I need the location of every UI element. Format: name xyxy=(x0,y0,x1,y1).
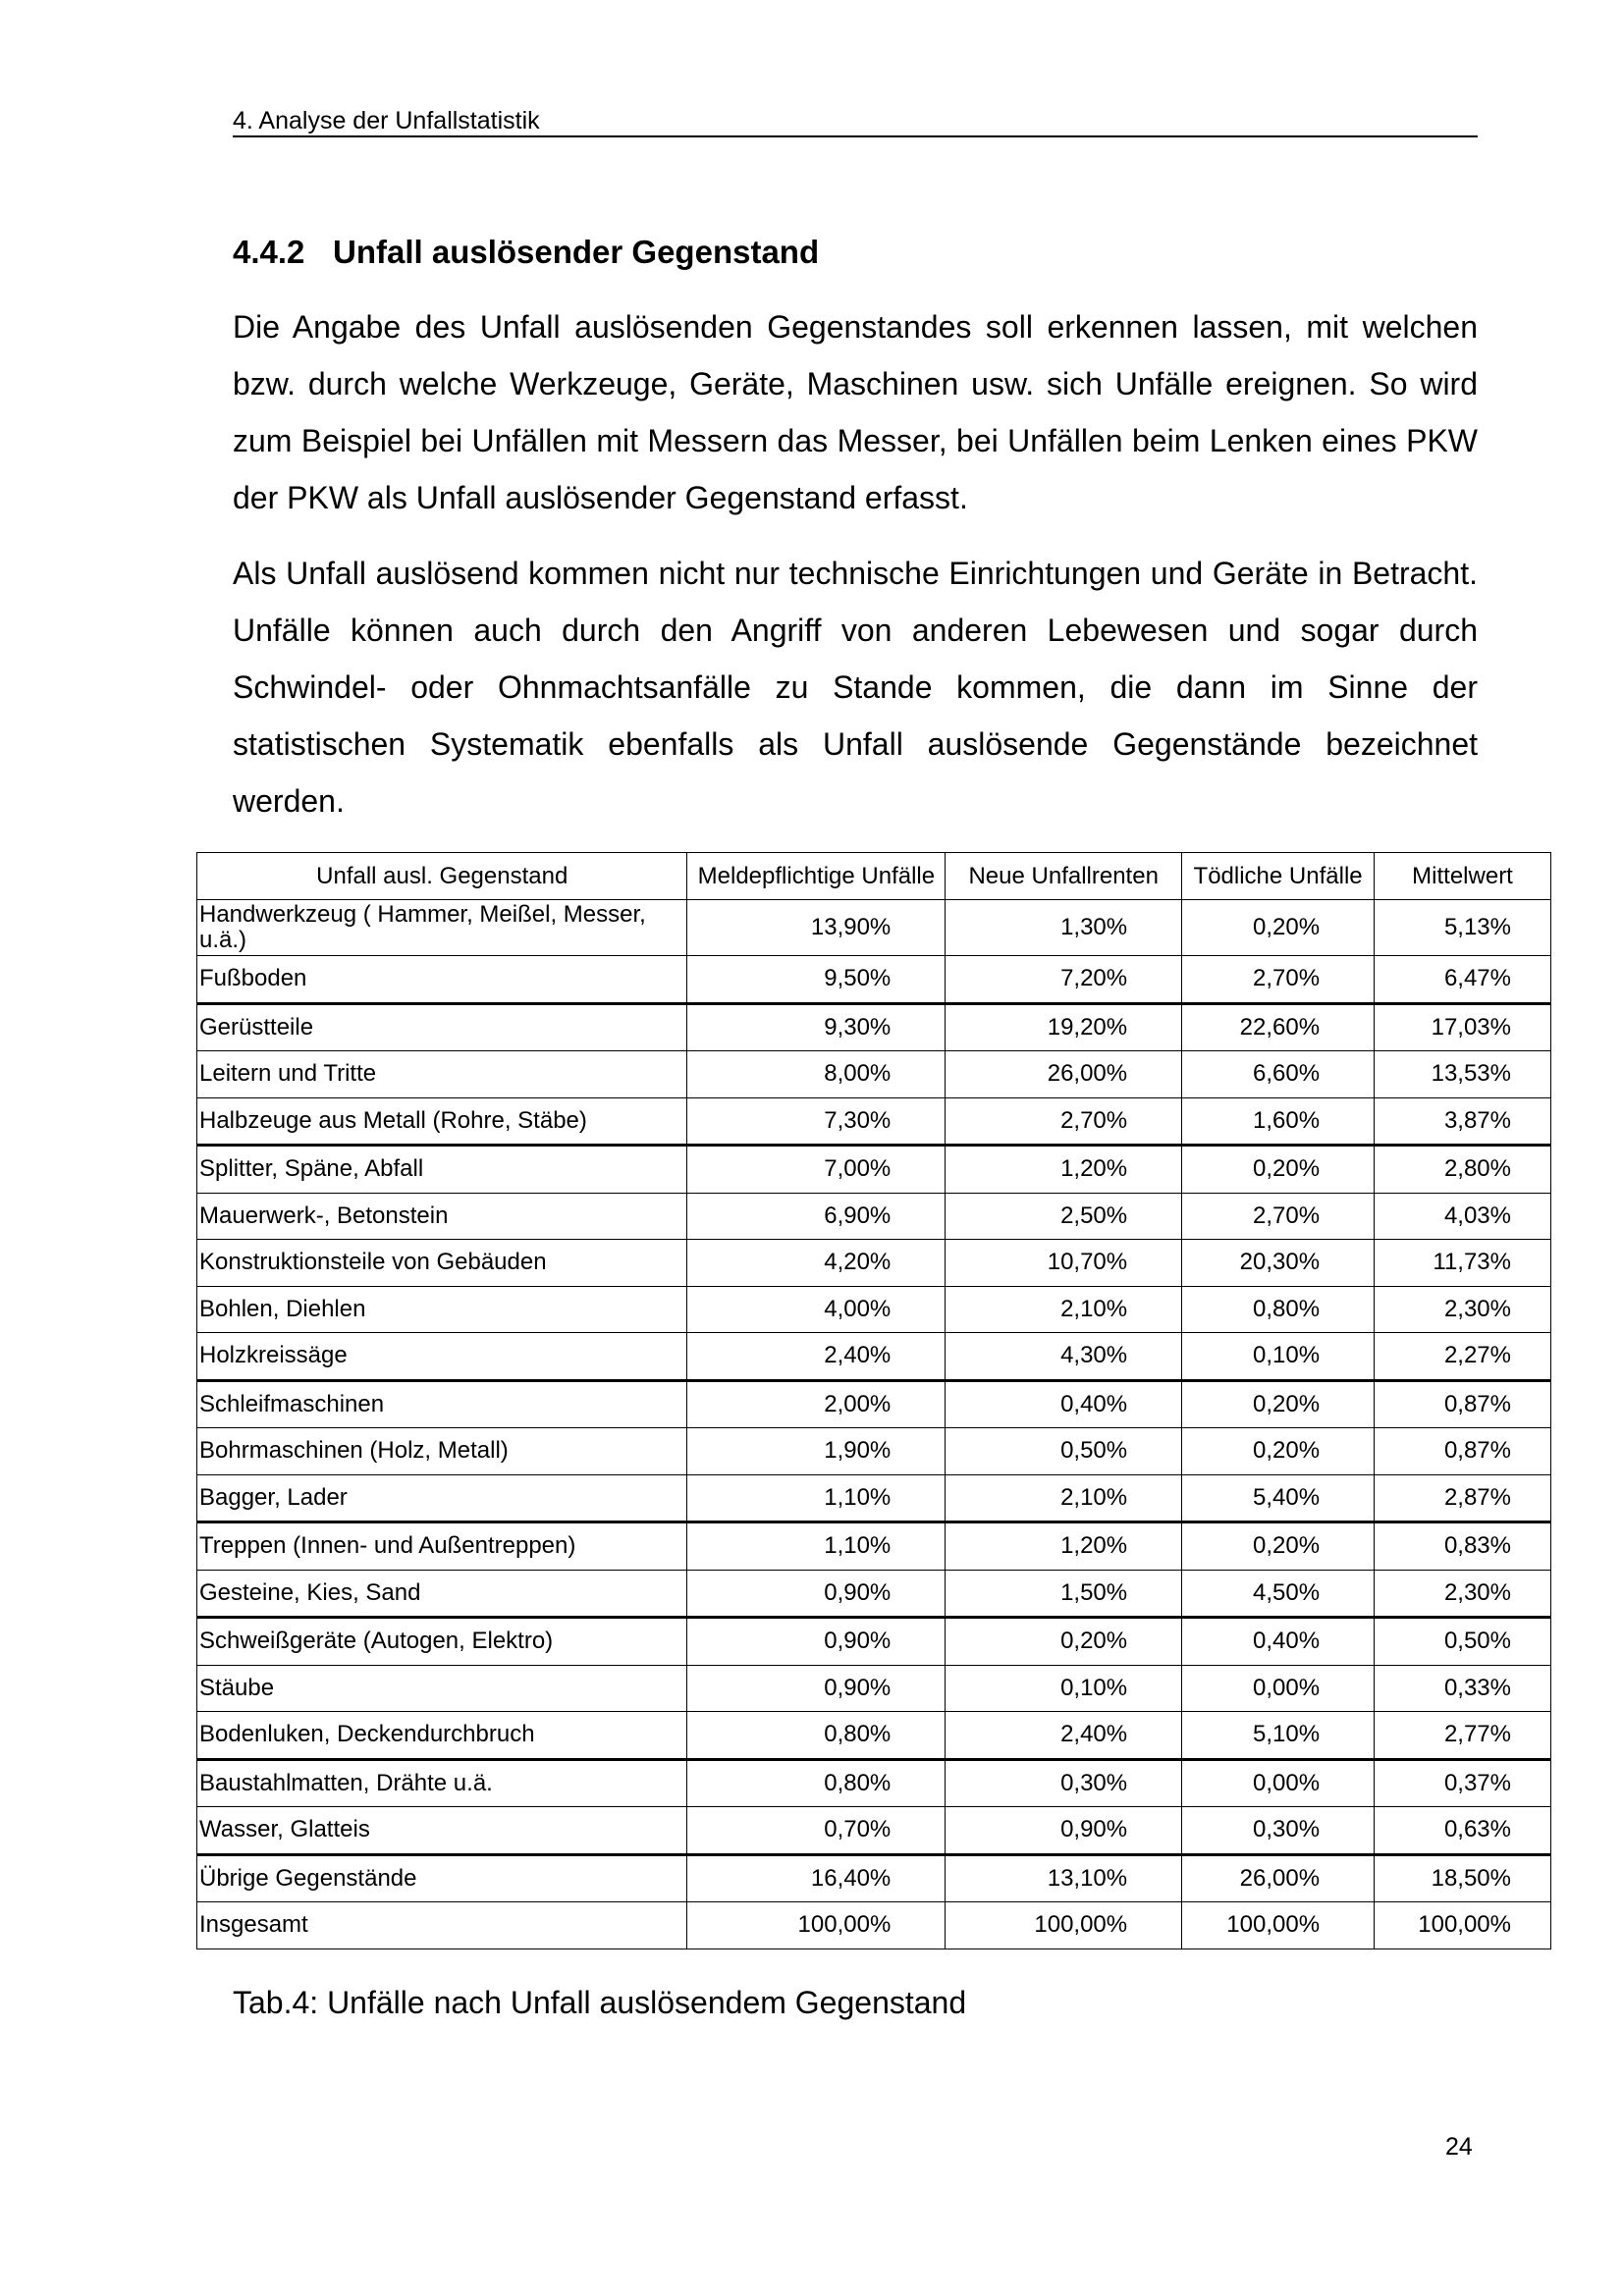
cell-percent: 1,60% xyxy=(1182,1097,1375,1146)
cell-percent: 2,10% xyxy=(946,1286,1182,1333)
cell-percent: 20,30% xyxy=(1182,1240,1375,1287)
cell-percent: 100,00% xyxy=(687,1902,946,1949)
cell-object: Leitern und Tritte xyxy=(197,1051,687,1098)
cell-object: Bagger, Lader xyxy=(197,1474,687,1522)
table-header-row xyxy=(197,853,1551,900)
cell-percent: 0,50% xyxy=(946,1428,1182,1475)
section-number: 4.4.2 xyxy=(233,234,305,270)
paragraph-1: Die Angabe des Unfall auslösenden Gegenstandes soll erkennen lassen, mit welchen bzw. durch welche Werkzeuge, Geräte, Maschinen usw. sich Unfälle ereignen. So wird zum Beispiel bei Unfällen mit Messern das Messer, bei Unfällen beim Lenken eines PKW der PKW als Unfall auslösender Gegenstand erfasst. xyxy=(233,309,1478,515)
cell-percent: 1,50% xyxy=(946,1570,1182,1618)
cell-percent: 2,40% xyxy=(946,1712,1182,1760)
cell-percent: 4,00% xyxy=(687,1286,946,1333)
cell-percent: 16,40% xyxy=(687,1854,946,1902)
table-row xyxy=(197,1146,1551,1194)
table-row xyxy=(197,1712,1551,1760)
cell-percent: 3,87% xyxy=(1375,1097,1551,1146)
cell-percent: 6,60% xyxy=(1182,1051,1375,1098)
cell-percent: 2,80% xyxy=(1375,1146,1551,1194)
cell-percent: 2,00% xyxy=(687,1380,946,1428)
cell-percent: 10,70% xyxy=(946,1240,1182,1287)
section-heading xyxy=(233,233,819,272)
cell-percent: 4,50% xyxy=(1182,1570,1375,1618)
cell-percent: 0,87% xyxy=(1375,1380,1551,1428)
cell-object: Insgesamt xyxy=(197,1902,687,1949)
column-header-reportable: Meldepflichtige Unfälle xyxy=(687,853,946,900)
cell-percent: 0,20% xyxy=(1182,1380,1375,1428)
cell-percent: 0,33% xyxy=(1375,1665,1551,1712)
cell-percent: 100,00% xyxy=(1375,1902,1551,1949)
cell-percent: 0,70% xyxy=(687,1807,946,1855)
cell-percent: 13,90% xyxy=(687,900,946,956)
cell-percent: 13,53% xyxy=(1375,1051,1551,1098)
cell-object: Wasser, Glatteis xyxy=(197,1807,687,1855)
cell-percent: 0,90% xyxy=(946,1807,1182,1855)
cell-percent: 4,03% xyxy=(1375,1193,1551,1240)
cell-percent: 0,90% xyxy=(687,1665,946,1712)
cell-percent: 0,00% xyxy=(1182,1665,1375,1712)
cell-percent: 0,20% xyxy=(1182,900,1375,956)
cell-percent: 13,10% xyxy=(946,1854,1182,1902)
section-title: Unfall auslösender Gegenstand xyxy=(333,234,820,270)
cell-object: Bohrmaschinen (Holz, Metall) xyxy=(197,1428,687,1475)
cell-object: Konstruktionsteile von Gebäuden xyxy=(197,1240,687,1287)
cell-percent: 2,30% xyxy=(1375,1286,1551,1333)
table-row xyxy=(197,1618,1551,1666)
table-row xyxy=(197,1380,1551,1428)
cell-percent: 7,00% xyxy=(687,1146,946,1194)
cell-percent: 26,00% xyxy=(1182,1854,1375,1902)
cell-object: Schweißgeräte (Autogen, Elektro) xyxy=(197,1618,687,1666)
cell-percent: 4,30% xyxy=(946,1333,1182,1381)
cell-object: Fußboden xyxy=(197,956,687,1004)
cell-percent: 1,90% xyxy=(687,1428,946,1475)
cell-percent: 2,77% xyxy=(1375,1712,1551,1760)
table-row xyxy=(197,1665,1551,1712)
cell-percent: 0,83% xyxy=(1375,1522,1551,1571)
cell-percent: 0,10% xyxy=(946,1665,1182,1712)
cell-percent: 2,70% xyxy=(1182,956,1375,1004)
cell-object: Baustahlmatten, Drähte u.ä. xyxy=(197,1759,687,1807)
cell-percent: 0,37% xyxy=(1375,1759,1551,1807)
cell-percent: 8,00% xyxy=(687,1051,946,1098)
cell-object: Mauerwerk-, Betonstein xyxy=(197,1193,687,1240)
cell-percent: 7,30% xyxy=(687,1097,946,1146)
table-row xyxy=(197,1286,1551,1333)
cell-object: Schleifmaschinen xyxy=(197,1380,687,1428)
running-header: 4. Analyse der Unfallstatistik xyxy=(233,106,1478,137)
cell-percent: 1,30% xyxy=(946,900,1182,956)
table-row xyxy=(197,1570,1551,1618)
cell-percent: 5,13% xyxy=(1375,900,1551,956)
cell-object: Bodenluken, Deckendurchbruch xyxy=(197,1712,687,1760)
cell-percent: 9,50% xyxy=(687,956,946,1004)
cell-percent: 0,87% xyxy=(1375,1428,1551,1475)
cell-percent: 0,50% xyxy=(1375,1618,1551,1666)
cell-object: Halbzeuge aus Metall (Rohre, Stäbe) xyxy=(197,1097,687,1146)
table-row xyxy=(197,1474,1551,1522)
table-row xyxy=(197,1051,1551,1098)
cell-percent: 22,60% xyxy=(1182,1003,1375,1051)
cell-percent: 1,20% xyxy=(946,1146,1182,1194)
cell-percent: 0,20% xyxy=(1182,1146,1375,1194)
cell-percent: 18,50% xyxy=(1375,1854,1551,1902)
cell-percent: 0,80% xyxy=(687,1712,946,1760)
cell-percent: 2,40% xyxy=(687,1333,946,1381)
cell-percent: 0,20% xyxy=(1182,1522,1375,1571)
cell-percent: 100,00% xyxy=(946,1902,1182,1949)
cell-percent: 11,73% xyxy=(1375,1240,1551,1287)
column-header-object: Unfall ausl. Gegenstand xyxy=(197,853,687,900)
cell-percent: 1,10% xyxy=(687,1522,946,1571)
cell-percent: 9,30% xyxy=(687,1003,946,1051)
column-header-mean: Mittelwert xyxy=(1375,853,1551,900)
table-row xyxy=(197,1522,1551,1571)
cell-percent: 0,00% xyxy=(1182,1759,1375,1807)
cell-percent: 5,40% xyxy=(1182,1474,1375,1522)
cell-object: Treppen (Innen- und Außentreppen) xyxy=(197,1522,687,1571)
cell-object: Gerüstteile xyxy=(197,1003,687,1051)
cell-object: Handwerkzeug ( Hammer, Meißel, Messer, u.ä.) xyxy=(197,900,687,956)
cell-percent: 6,47% xyxy=(1375,956,1551,1004)
cell-percent: 2,70% xyxy=(1182,1193,1375,1240)
cell-percent: 5,10% xyxy=(1182,1712,1375,1760)
page-number: 24 xyxy=(1445,2133,1473,2161)
cell-percent: 2,50% xyxy=(946,1193,1182,1240)
table-row xyxy=(197,1193,1551,1240)
cell-percent: 0,63% xyxy=(1375,1807,1551,1855)
table-row xyxy=(197,1854,1551,1902)
cell-percent: 0,90% xyxy=(687,1618,946,1666)
cell-percent: 0,80% xyxy=(1182,1286,1375,1333)
cell-percent: 0,30% xyxy=(1182,1807,1375,1855)
cell-percent: 0,30% xyxy=(946,1759,1182,1807)
cell-percent: 0,90% xyxy=(687,1570,946,1618)
cell-percent: 26,00% xyxy=(946,1051,1182,1098)
table-row xyxy=(197,1807,1551,1855)
accident-objects-table xyxy=(196,852,1551,1949)
cell-percent: 0,40% xyxy=(946,1380,1182,1428)
cell-percent: 7,20% xyxy=(946,956,1182,1004)
cell-percent: 0,10% xyxy=(1182,1333,1375,1381)
cell-percent: 1,20% xyxy=(946,1522,1182,1571)
table-row xyxy=(197,1003,1551,1051)
cell-percent: 0,80% xyxy=(687,1759,946,1807)
table-caption: Tab.4: Unfälle nach Unfall auslösendem Gegenstand xyxy=(233,1985,967,2020)
paragraph-2: Als Unfall auslösend kommen nicht nur technische Einrichtungen und Geräte in Betracht. Unfälle können auch durch den Angriff von anderen Lebewesen und sogar durch Schwindel- oder Ohnmachtsanfälle zu Stande kommen, die dann im Sinne der statistischen Systematik ebenfalls als Unfall auslösende Gegenstände bezeichnet werden. xyxy=(233,556,1478,819)
cell-percent: 100,00% xyxy=(1182,1902,1375,1949)
cell-percent: 0,40% xyxy=(1182,1618,1375,1666)
cell-percent: 2,27% xyxy=(1375,1333,1551,1381)
cell-percent: 2,87% xyxy=(1375,1474,1551,1522)
table-row xyxy=(197,956,1551,1004)
cell-object: Bohlen, Diehlen xyxy=(197,1286,687,1333)
column-header-pensions: Neue Unfallrenten xyxy=(946,853,1182,900)
cell-object: Gesteine, Kies, Sand xyxy=(197,1570,687,1618)
cell-object: Übrige Gegenstände xyxy=(197,1854,687,1902)
table-row xyxy=(197,1428,1551,1475)
cell-object: Stäube xyxy=(197,1665,687,1712)
cell-object: Holzkreissäge xyxy=(197,1333,687,1381)
table-row xyxy=(197,1097,1551,1146)
cell-percent: 2,30% xyxy=(1375,1570,1551,1618)
cell-percent: 2,70% xyxy=(946,1097,1182,1146)
table-row xyxy=(197,1902,1551,1949)
table-row xyxy=(197,1240,1551,1287)
cell-percent: 6,90% xyxy=(687,1193,946,1240)
cell-percent: 0,20% xyxy=(946,1618,1182,1666)
table-row xyxy=(197,900,1551,956)
table-row xyxy=(197,1333,1551,1381)
cell-object: Splitter, Späne, Abfall xyxy=(197,1146,687,1194)
cell-percent: 0,20% xyxy=(1182,1428,1375,1475)
cell-percent: 4,20% xyxy=(687,1240,946,1287)
cell-percent: 1,10% xyxy=(687,1474,946,1522)
cell-percent: 2,10% xyxy=(946,1474,1182,1522)
cell-percent: 19,20% xyxy=(946,1003,1182,1051)
column-header-fatal: Tödliche Unfälle xyxy=(1182,853,1375,900)
cell-percent: 17,03% xyxy=(1375,1003,1551,1051)
table-row xyxy=(197,1759,1551,1807)
